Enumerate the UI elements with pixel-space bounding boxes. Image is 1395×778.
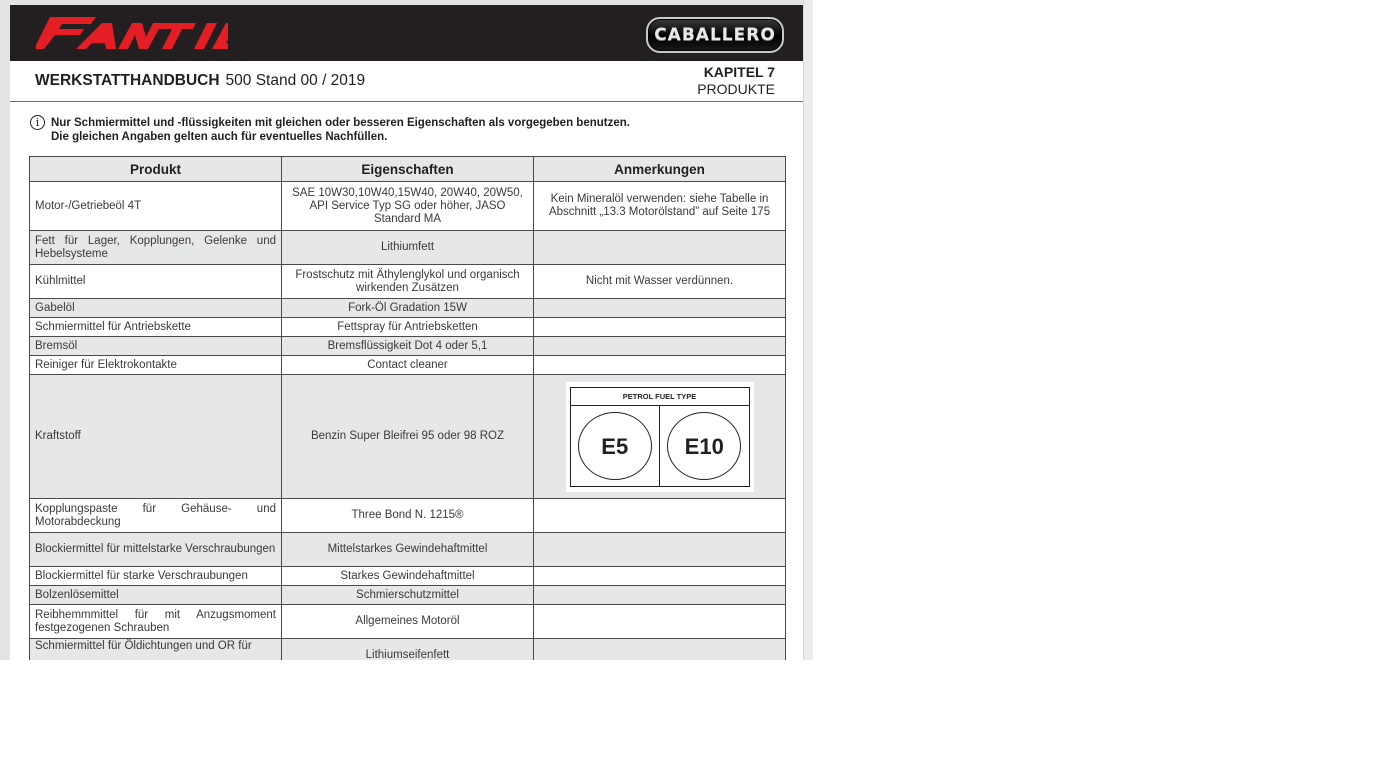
column-header-eigenschaften: Eigenschaften (282, 157, 534, 182)
table-row (30, 182, 786, 231)
cell-produkt: Kraftstoff (30, 375, 282, 499)
chapter-heading (697, 64, 775, 98)
cell-eigenschaften: Allgemeines Motoröl (282, 605, 534, 639)
manual-version: 500 Stand 00 / 2019 (225, 72, 366, 89)
table-row (30, 337, 786, 356)
cell-produkt: Blockiermittel für mittelstarke Verschraubungen (30, 533, 282, 567)
cell-eigenschaften: Fork-Öl Gradation 15W (282, 299, 534, 318)
table-header-row (30, 157, 786, 182)
cell-anmerkungen (534, 231, 786, 265)
cell-eigenschaften: Schmierschutzmittel (282, 586, 534, 605)
cell-eigenschaften: Contact cleaner (282, 356, 534, 375)
cell-produkt: Schmiermittel für Antriebskette (30, 318, 282, 337)
table-row (30, 318, 786, 337)
table-row (30, 586, 786, 605)
fuel-type-label (566, 382, 754, 492)
manual-title (35, 72, 365, 90)
cell-produkt: Schmiermittel für Öldichtungen und OR für (30, 639, 282, 661)
table-row (30, 567, 786, 586)
column-header-produkt: Produkt (30, 157, 282, 182)
cell-anmerkungen (534, 567, 786, 586)
cell-anmerkungen (534, 533, 786, 567)
manual-title-text: WERKSTATTHANDBUCH (35, 72, 220, 89)
cell-produkt: Gabelöl (30, 299, 282, 318)
cell-anmerkungen (534, 299, 786, 318)
cell-anmerkungen (534, 375, 786, 499)
info-note (30, 116, 630, 144)
products-table (29, 156, 786, 660)
note-line-1: Nur Schmiermittel und -flüssigkeiten mit gleichen oder besseren Eigenschaften als vorgegeben benutzen. (51, 117, 630, 129)
column-header-anmerkungen: Anmerkungen (534, 157, 786, 182)
manual-page (10, 5, 803, 660)
table-row (30, 356, 786, 375)
cell-anmerkungen (534, 318, 786, 337)
info-icon: i (30, 115, 45, 130)
cell-eigenschaften: Bremsflüssigkeit Dot 4 oder 5,1 (282, 337, 534, 356)
cell-produkt: Reibhemmmittel für mit Anzugsmoment festgezogenen Schrauben (30, 605, 282, 639)
cell-eigenschaften: Lithiumfett (282, 231, 534, 265)
chapter-name: PRODUKTE (697, 81, 775, 97)
cell-eigenschaften: SAE 10W30,10W40,15W40, 20W40, 20W50, API Service Typ SG oder höher, JASO Standard MA (282, 182, 534, 231)
cell-produkt: Reiniger für Elektrokontakte (30, 356, 282, 375)
cell-produkt: Fett für Lager, Kopplungen, Gelenke und Hebelsysteme (30, 231, 282, 265)
table-row (30, 499, 786, 533)
cell-eigenschaften: Mittelstarkes Gewindehaftmittel (282, 533, 534, 567)
cell-produkt: Blockiermittel für starke Verschraubungen (30, 567, 282, 586)
cell-produkt: Bremsöl (30, 337, 282, 356)
table-row (30, 533, 786, 567)
fuel-label-title: PETROL FUEL TYPE (571, 388, 749, 406)
cell-produkt: Motor-/Getriebeöl 4T (30, 182, 282, 231)
cell-anmerkungen (534, 499, 786, 533)
table-row (30, 605, 786, 639)
cell-eigenschaften: Benzin Super Bleifrei 95 oder 98 ROZ (282, 375, 534, 499)
table-row (30, 231, 786, 265)
header-divider (10, 101, 803, 102)
cell-produkt: Kopplungspaste für Gehäuse- und Motorabdeckung (30, 499, 282, 533)
table-row (30, 375, 786, 499)
caballero-logo: CABALLERO (646, 17, 784, 53)
cell-produkt: Bolzenlösemittel (30, 586, 282, 605)
cell-anmerkungen: Kein Mineralöl verwenden: siehe Tabelle in Abschnitt „13.3 Motorölstand” auf Seite 175 (534, 182, 786, 231)
cell-anmerkungen (534, 586, 786, 605)
table-row (30, 639, 786, 661)
cell-eigenschaften: Lithiumseifenfett (282, 639, 534, 661)
cell-anmerkungen (534, 639, 786, 661)
cell-anmerkungen (534, 337, 786, 356)
cell-eigenschaften: Fettspray für Antriebsketten (282, 318, 534, 337)
header-banner (10, 5, 803, 61)
cell-anmerkungen (534, 605, 786, 639)
document-viewer (0, 0, 813, 660)
cell-produkt: Kühlmittel (30, 265, 282, 299)
cell-eigenschaften: Starkes Gewindehaftmittel (282, 567, 534, 586)
fuel-e10-badge: E10 (667, 412, 741, 480)
cell-anmerkungen: Nicht mit Wasser verdünnen. (534, 265, 786, 299)
fuel-e5-badge: E5 (578, 412, 652, 480)
table-row (30, 265, 786, 299)
table-row (30, 299, 786, 318)
cell-eigenschaften: Three Bond N. 1215® (282, 499, 534, 533)
note-line-2: Die gleichen Angaben gelten auch für eventuelles Nachfüllen. (51, 131, 388, 143)
cell-anmerkungen (534, 356, 786, 375)
viewer-scrollbar[interactable] (803, 0, 813, 660)
chapter-number: KAPITEL 7 (703, 64, 775, 80)
fantic-logo (36, 15, 228, 51)
cell-eigenschaften: Frostschutz mit Äthylenglykol und organisch wirkenden Zusätzen (282, 265, 534, 299)
